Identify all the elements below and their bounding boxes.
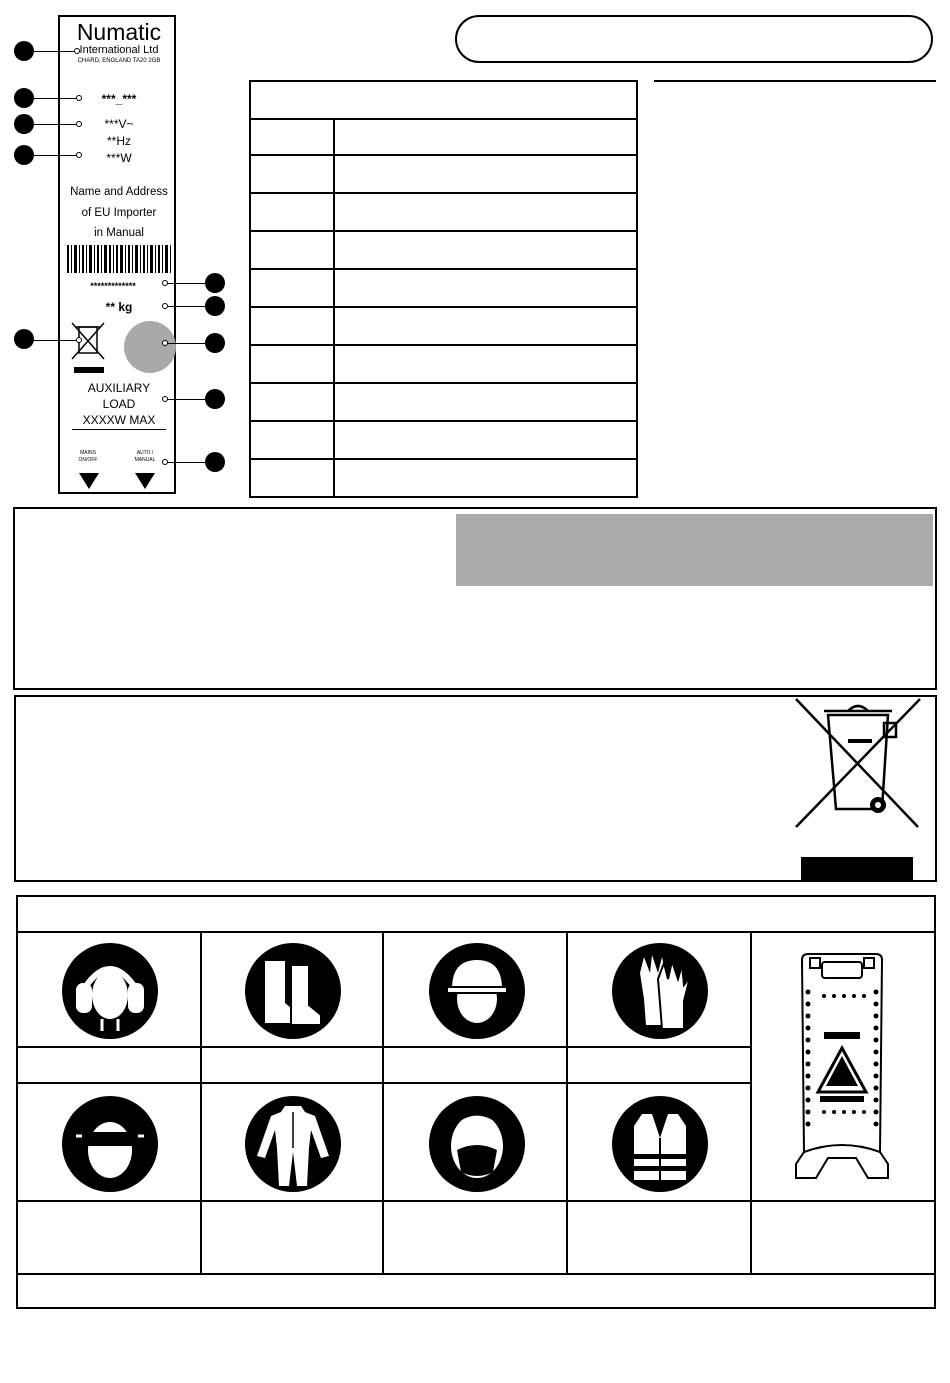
caution-wet-floor-sign-icon (794, 952, 890, 1182)
barcode (67, 245, 171, 273)
rating-label (58, 15, 176, 494)
switch-left-label-2: ON/OFF (78, 457, 98, 463)
spec-key-cell (249, 270, 335, 306)
protective-overalls-icon (245, 1096, 341, 1192)
spec-key-cell (249, 156, 335, 192)
spec-key-cell (249, 194, 335, 230)
ppe-caption-caution (750, 1202, 934, 1275)
leader-end-2 (76, 95, 82, 101)
callout-dot-weee (14, 329, 34, 349)
callout-dot-8 (205, 389, 225, 409)
spec-table-row (249, 232, 638, 270)
switch-left-arrow-icon (79, 473, 99, 489)
spec-table-row (249, 308, 638, 346)
leader-end-7 (162, 340, 168, 346)
spec-key-cell (249, 460, 335, 496)
leader-6 (166, 306, 206, 307)
spec-table-row (249, 270, 638, 308)
weee-box (14, 695, 937, 882)
leader-1 (34, 51, 74, 52)
ppe-caption-vest (567, 1202, 752, 1275)
ppe-caption-mask (384, 1202, 568, 1275)
ppe-header-row (18, 897, 934, 933)
switch-right-arrow-icon (135, 473, 155, 489)
head-protection-icon (429, 943, 525, 1039)
ppe-caption-head (384, 1048, 568, 1084)
leader-end-6 (162, 303, 168, 309)
leader-end-5 (162, 280, 168, 286)
weight: ** kg (105, 300, 133, 314)
eye-protection-icon (62, 1096, 158, 1192)
spec-table-row (249, 384, 638, 422)
callout-dot-6 (205, 296, 225, 316)
protective-gloves-icon (612, 943, 708, 1039)
spec-table-row (249, 460, 638, 498)
callout-dot-7 (205, 333, 225, 353)
switch-left-label-1: MAINS (80, 450, 96, 456)
spec-key-cell (249, 384, 335, 420)
leader-4 (34, 155, 76, 156)
callout-dot-4 (14, 145, 34, 165)
callout-dot-5 (205, 273, 225, 293)
grey-header-band (456, 514, 933, 586)
spec-key-cell (249, 118, 335, 154)
safety-boots-icon (245, 943, 341, 1039)
importer-line-1: Name and Address (70, 186, 168, 198)
company-address: CHARD, ENGLAND TA20 2GB (77, 58, 161, 64)
voltage: ***V~ (104, 117, 134, 131)
weee-small-icon (70, 319, 108, 375)
spec-key-cell (249, 346, 335, 382)
callout-dot-2 (14, 88, 34, 108)
leader-end-3 (76, 121, 82, 127)
info-box-1 (13, 507, 937, 690)
face-mask-icon (429, 1096, 525, 1192)
weee-black-bar (801, 857, 913, 882)
spec-table-row (249, 156, 638, 194)
leader-end-1 (74, 48, 80, 54)
ppe-caption-ear (18, 1048, 202, 1084)
callout-dot-1 (14, 41, 34, 61)
callout-dot-9 (205, 452, 225, 472)
importer-line-2: of EU Importer (81, 207, 157, 219)
aux-line-1: AUXILIARY (87, 381, 151, 395)
leader-end-8 (162, 396, 168, 402)
switch-right-label-2: MANUAL (134, 457, 156, 463)
switch-right-label-1: AUTO / (136, 450, 154, 456)
leader-2 (34, 98, 76, 99)
serial-number: ***_*** (101, 92, 137, 106)
importer-line-3: in Manual (94, 227, 144, 239)
leader-weee (34, 340, 76, 341)
hi-vis-vest-icon (612, 1096, 708, 1192)
spec-key-cell (249, 422, 335, 458)
aux-line-3: XXXXW MAX (82, 413, 156, 427)
leader-end-4 (76, 152, 82, 158)
ppe-caption-gloves (567, 1048, 752, 1084)
frequency: **Hz (106, 134, 131, 148)
spec-table-row (249, 118, 638, 156)
callout-dot-3 (14, 114, 34, 134)
weee-crossed-bin-icon (792, 697, 924, 833)
spec-table-row (249, 346, 638, 384)
power: ***W (106, 151, 132, 165)
ppe-caption-overalls (200, 1202, 384, 1275)
ear-protection-icon (62, 943, 158, 1039)
company-name: International Ltd (79, 44, 159, 56)
spec-table-row (249, 422, 638, 460)
leader-5 (166, 283, 206, 284)
grey-approval-circle (124, 321, 176, 373)
spec-key-cell (249, 308, 335, 344)
brand-name: Numatic (76, 19, 162, 45)
leader-7 (166, 343, 206, 344)
leader-9 (166, 462, 206, 463)
leader-end-weee (76, 337, 82, 343)
barcode-number: ************* (90, 281, 136, 291)
title-pill (455, 15, 933, 63)
leader-8 (166, 399, 206, 400)
spec-table-row (249, 194, 638, 232)
ppe-caption-eye (18, 1202, 202, 1275)
spec-table-header (251, 82, 636, 120)
aux-underline (72, 429, 166, 430)
spec-key-cell (249, 232, 335, 268)
title-rule (654, 80, 936, 82)
aux-line-2: LOAD (102, 397, 136, 411)
leader-end-9 (162, 459, 168, 465)
ppe-caption-boots (200, 1048, 384, 1084)
leader-3 (34, 124, 76, 125)
